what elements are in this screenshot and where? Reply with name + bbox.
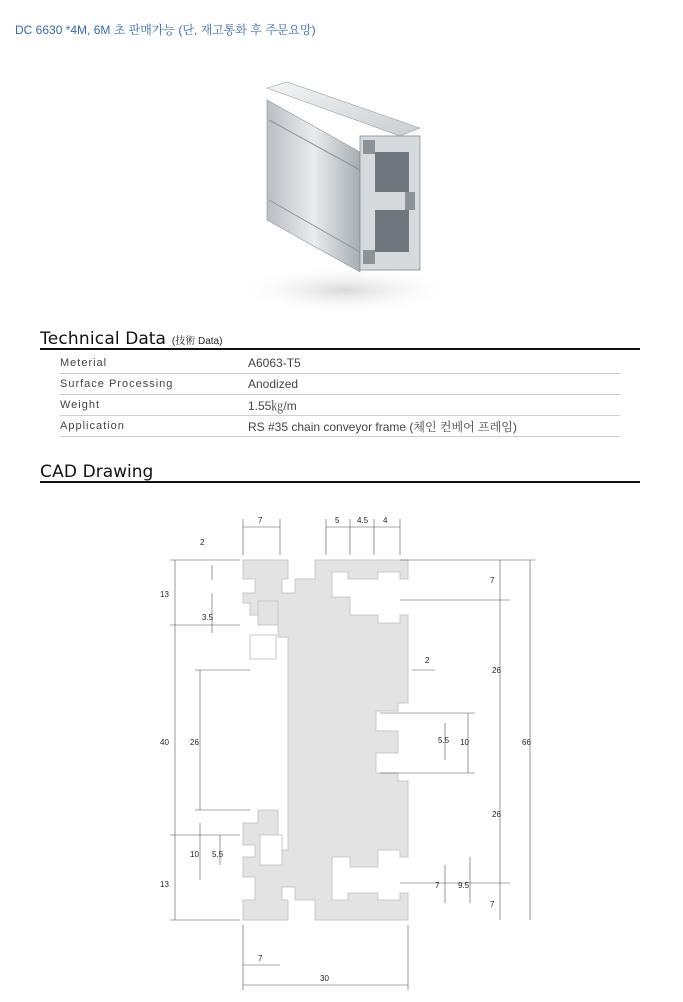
dim-right-66: 66 [522,738,531,747]
dim-top-4-5: 4.5 [357,516,369,525]
technical-title-bold: Technical [40,329,120,349]
dim-right-2: 2 [425,656,430,665]
dim-left-5-5: 5.5 [212,850,224,859]
dim-left-40: 40 [160,738,169,747]
spec-label: Application [60,416,248,437]
product-image [225,60,455,320]
dim-right-7b: 7 [435,881,440,890]
notice-text: DC 6630 *4M, 6M 초 판매가능 (단, 재고통화 후 주문요망) [15,23,316,37]
spec-value: Anodized [248,374,620,395]
spec-label: Surface Processing [60,374,248,395]
dim-right-26a: 26 [492,666,501,675]
dim-left-3-5: 3.5 [202,613,214,622]
cad-drawing [150,505,550,995]
spec-label: Meterial [60,353,248,374]
dim-right-7c: 7 [490,900,495,909]
spec-value: A6063-T5 [248,353,620,374]
dim-top-4: 4 [383,516,388,525]
dim-top-7: 7 [258,516,263,525]
dim-top-5: 5 [335,516,340,525]
dim-right-26b: 26 [492,810,501,819]
cad-drawing-heading [40,462,640,483]
dim-right-9-5: 9.5 [458,881,470,890]
table-row [60,353,620,374]
spec-value: RS #35 chain conveyor frame (체인 컨베어 프레임) [248,416,620,437]
cad-title-bold: CAD [40,462,78,482]
spec-value: 1.55㎏/m [248,395,620,416]
spec-table [60,353,620,437]
dim-left-10: 10 [190,850,199,859]
dim-right-7a: 7 [490,576,495,585]
technical-title-rest: Data [125,329,166,349]
dim-left-13b: 13 [160,880,169,889]
dim-bottom-30: 30 [320,974,329,983]
table-row [60,374,620,395]
technical-subtitle: (技術 Data) [171,336,223,347]
dim-left-26: 26 [190,738,199,747]
technical-data-heading [40,329,640,350]
cad-title-rest: Drawing [82,462,154,482]
table-row [60,395,620,416]
table-row [60,416,620,437]
spec-label: Weight [60,395,248,416]
dim-left-13a: 13 [160,590,169,599]
dim-right-5-5: 5.5 [438,736,450,745]
dim-right-10: 10 [460,738,469,747]
dim-left-2: 2 [200,538,205,547]
dim-bottom-7: 7 [258,954,263,963]
